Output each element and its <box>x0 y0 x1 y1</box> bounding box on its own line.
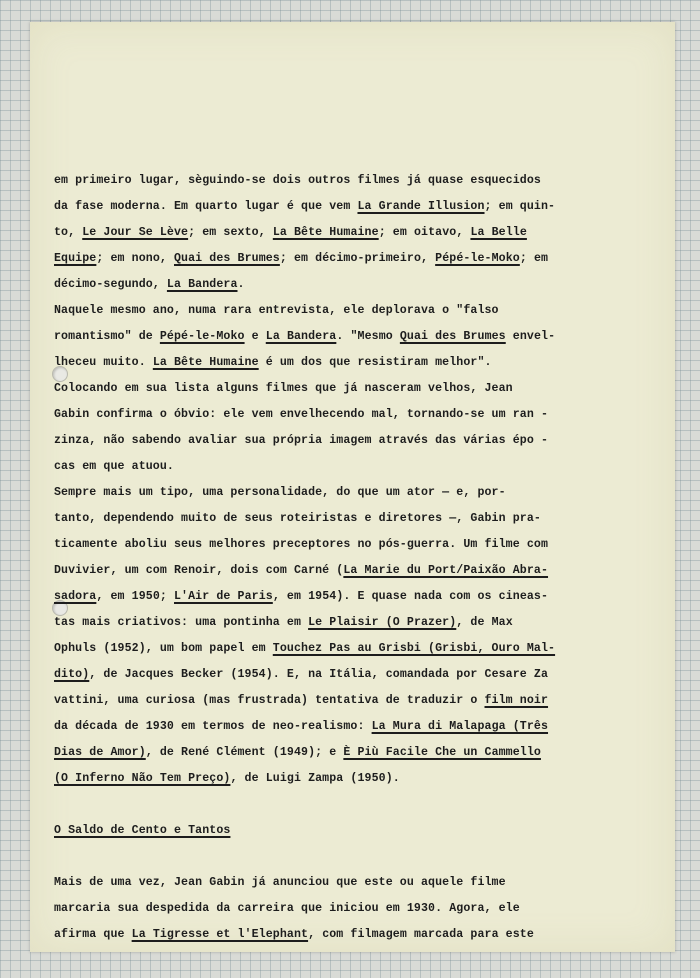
text-line <box>54 558 614 584</box>
text-segment: lheceu muito. <box>54 356 153 369</box>
underlined-title: (O Inferno Não Tem Preço) <box>54 772 231 785</box>
text-segment: Naquele mesmo ano, numa rara entrevista, ele deplorava o "falso <box>54 304 499 317</box>
underlined-title: La Bête Humaine <box>152 356 259 369</box>
text-segment: Colocando em sua lista alguns filmes que já nasceram velhos, Jean <box>54 382 513 395</box>
text-segment: . <box>237 278 245 291</box>
text-segment: . "Mesmo <box>336 330 400 343</box>
text-segment: ticamente aboliu seus melhores preceptores no pós-guerra. Um filme com <box>54 538 549 551</box>
typewritten-text <box>54 168 614 948</box>
text-segment: marcaria sua despedida da carreira que iniciou em 1930. Agora, ele <box>54 902 520 915</box>
text-line <box>54 688 614 714</box>
text-line <box>54 298 614 324</box>
underlined-title: La Bête Humaine <box>272 226 379 239</box>
text-line <box>54 428 614 454</box>
text-segment: , com filmagem marcada para este <box>308 928 534 941</box>
text-line <box>54 922 614 948</box>
text-segment: , de Jacques Becker (1954). E, na Itália, comandada por Cesare Za <box>89 668 549 681</box>
underlined-title: Quai des Brumes <box>399 330 506 343</box>
text-segment: Sempre mais um tipo, uma personalidade, do que um ator — e, por- <box>54 486 506 499</box>
text-segment: to, <box>54 226 83 239</box>
text-line <box>54 896 614 922</box>
underlined-title: Le Jour Se Lève <box>82 226 189 239</box>
text-segment: da fase moderna. Em quarto lugar é que vem <box>54 200 358 213</box>
text-segment: , de Max <box>456 616 513 629</box>
text-segment: , de René Clément (1949); e <box>145 746 344 759</box>
underlined-title: La Tigresse et l'Elephant <box>131 928 309 941</box>
underlined-title: Dias de Amor) <box>54 746 146 759</box>
text-line <box>54 766 614 792</box>
underlined-title: È Più Facile Che un Cammello <box>343 746 541 759</box>
text-segment: tanto, dependendo muito de seus roteiristas e diretores —, Gabin pra- <box>54 512 541 525</box>
underlined-title: La Mura di Malapaga (Três <box>371 720 549 733</box>
text-segment: em primeiro lugar, sèguindo-se dois outros filmes já quase esquecidos <box>54 174 541 187</box>
text-segment: vattini, uma curiosa (mas frustrada) tentativa de traduzir o <box>54 694 485 707</box>
text-line <box>54 740 614 766</box>
underlined-title: Touchez Pas au Grisbi (Grisbi, Ouro Mal- <box>272 642 556 655</box>
text-line <box>54 506 614 532</box>
blank-line <box>54 792 614 818</box>
underlined-title: Equipe <box>54 252 97 265</box>
text-line <box>54 714 614 740</box>
text-line <box>54 662 614 688</box>
text-segment: romantismo" de <box>54 330 160 343</box>
underlined-title: film noir <box>484 694 549 707</box>
underlined-title: La Marie du Port/Paixão Abra- <box>343 564 549 577</box>
text-line <box>54 376 614 402</box>
underlined-title: dito) <box>54 668 90 681</box>
underlined-title: Pépé-le-Moko <box>159 330 245 343</box>
text-segment: Mais de uma vez, Jean Gabin já anunciou que este ou aquele filme <box>54 876 506 889</box>
text-line <box>54 272 614 298</box>
text-segment: , em 1954). E quase nada com os cineas- <box>272 590 549 603</box>
text-segment: ; em quin- <box>484 200 556 213</box>
underlined-title: L'Air de Paris <box>174 590 273 603</box>
text-line <box>54 246 614 272</box>
underlined-title: Quai des Brumes <box>174 252 280 265</box>
text-segment: da década de 1930 em termos de neo-realismo: <box>54 720 372 733</box>
text-line <box>54 532 614 558</box>
underlined-title: sadora <box>54 590 97 603</box>
text-line <box>54 636 614 662</box>
text-segment: Duvivier, um com Renoir, dois com Carné ( <box>54 564 344 577</box>
text-segment: , em 1950; <box>96 590 174 603</box>
underlined-title: Le Plaisir (O Prazer) <box>308 616 457 629</box>
text-line <box>54 818 614 844</box>
text-segment: e <box>244 330 266 343</box>
text-segment: envel- <box>505 330 556 343</box>
text-segment: ; em <box>519 252 549 265</box>
text-line <box>54 350 614 376</box>
text-line <box>54 194 614 220</box>
text-line <box>54 610 614 636</box>
text-segment: , de Luigi Zampa (1950). <box>230 772 400 785</box>
text-line <box>54 168 614 194</box>
text-segment: tas mais criativos: uma pontinha em <box>54 616 309 629</box>
text-segment: zinza, não sabendo avaliar sua própria imagem através das várias épo - <box>54 434 549 447</box>
text-segment: ; em nono, <box>96 252 174 265</box>
text-line <box>54 584 614 610</box>
underlined-title: La Bandera <box>265 330 337 343</box>
text-segment: ; em sexto, <box>188 226 273 239</box>
blank-line <box>54 844 614 870</box>
text-segment: cas em que atuou. <box>54 460 174 473</box>
text-segment: ; em décimo-primeiro, <box>279 252 436 265</box>
text-segment: décimo-segundo, <box>54 278 167 291</box>
text-line <box>54 870 614 896</box>
underlined-title: O Saldo de Cento e Tantos <box>54 824 231 837</box>
text-segment: afirma que <box>54 928 132 941</box>
text-line <box>54 324 614 350</box>
underlined-title: La Grande Illusion <box>357 200 485 213</box>
text-segment: Gabin confirma o óbvio: ele vem envelhecendo mal, tornando-se um ran - <box>54 408 549 421</box>
text-segment: ; em oitavo, <box>378 226 471 239</box>
underlined-title: La Belle <box>470 226 527 239</box>
underlined-title: Pépé-le-Moko <box>435 252 520 265</box>
text-segment: Ophuls (1952), um bom papel em <box>54 642 273 655</box>
text-segment: é um dos que resistiram melhor". <box>258 356 492 369</box>
text-line <box>54 220 614 246</box>
underlined-title: La Bandera <box>166 278 238 291</box>
text-line <box>54 454 614 480</box>
text-line <box>54 480 614 506</box>
text-line <box>54 402 614 428</box>
